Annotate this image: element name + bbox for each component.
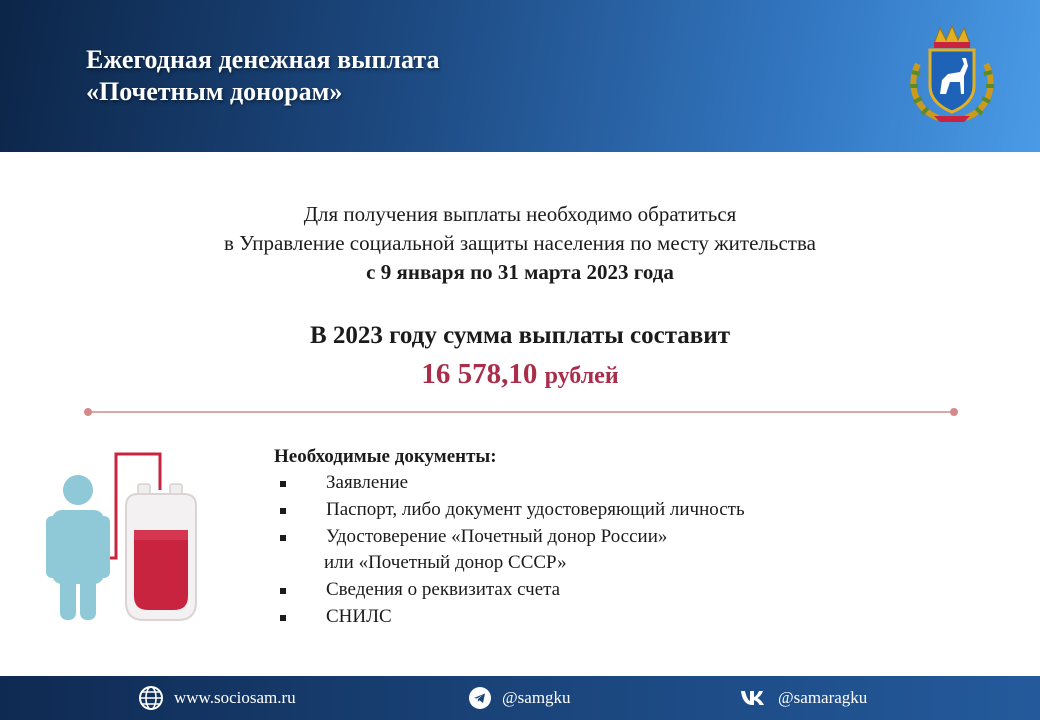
payment-amount-unit: рублей — [544, 363, 619, 389]
globe-icon — [138, 685, 164, 711]
document-name: Паспорт, либо документ удостоверяющий личность — [326, 499, 745, 520]
required-documents — [274, 444, 934, 630]
list-item — [274, 470, 934, 496]
list-item — [274, 604, 934, 630]
document-name: Заявление — [326, 472, 409, 493]
intro-line-2: в Управление социальной защиты населения по месту жительства — [224, 231, 816, 255]
footer-bar — [0, 676, 1040, 720]
website-link[interactable]: www.sociosam.ru — [174, 688, 296, 707]
section-divider — [84, 406, 958, 418]
telegram-handle[interactable]: @samgku — [502, 688, 571, 707]
person-icon — [46, 475, 110, 620]
list-item — [274, 577, 934, 603]
footer-website[interactable] — [138, 676, 296, 720]
documents-list — [274, 470, 934, 630]
payment-amount-label: В 2023 году сумма выплаты составит — [310, 322, 730, 349]
bullet-icon — [280, 481, 286, 487]
vk-handle[interactable]: @samaragku — [778, 688, 868, 707]
document-name: СНИЛС — [326, 606, 392, 627]
bullet-icon — [280, 508, 286, 514]
document-name: Сведения о реквизитах счета — [326, 579, 561, 600]
page-title-line-2: «Почетным донорам» — [86, 77, 343, 106]
list-item — [274, 497, 934, 523]
bullet-icon — [280, 615, 286, 621]
document-name-continued: или «Почетный донор СССР» — [324, 552, 567, 573]
blood-donor-illustration — [38, 450, 208, 630]
page-title-line-1: Ежегодная денежная выплата — [86, 45, 440, 74]
list-item — [274, 524, 934, 576]
footer-vk[interactable] — [740, 676, 867, 720]
header-banner — [0, 0, 1040, 152]
required-documents-title: Необходимые документы: — [274, 446, 497, 467]
application-dates: с 9 января по 31 марта 2023 года — [366, 260, 674, 284]
intro-text — [0, 200, 1040, 287]
coat-of-arms-icon — [904, 24, 1000, 124]
payment-amount — [0, 354, 1040, 396]
payment-amount-value: 16 578,10 — [421, 358, 538, 390]
vk-icon — [740, 689, 768, 707]
telegram-icon — [468, 686, 492, 710]
bullet-icon — [280, 535, 286, 541]
blood-bag-icon — [126, 484, 196, 620]
document-name: Удостоверение «Почетный донор России» — [326, 526, 668, 547]
footer-telegram[interactable] — [468, 676, 571, 720]
payment-amount-block — [0, 320, 1040, 396]
bullet-icon — [280, 588, 286, 594]
page-title — [86, 44, 439, 108]
intro-line-1: Для получения выплаты необходимо обратиться — [303, 202, 737, 226]
